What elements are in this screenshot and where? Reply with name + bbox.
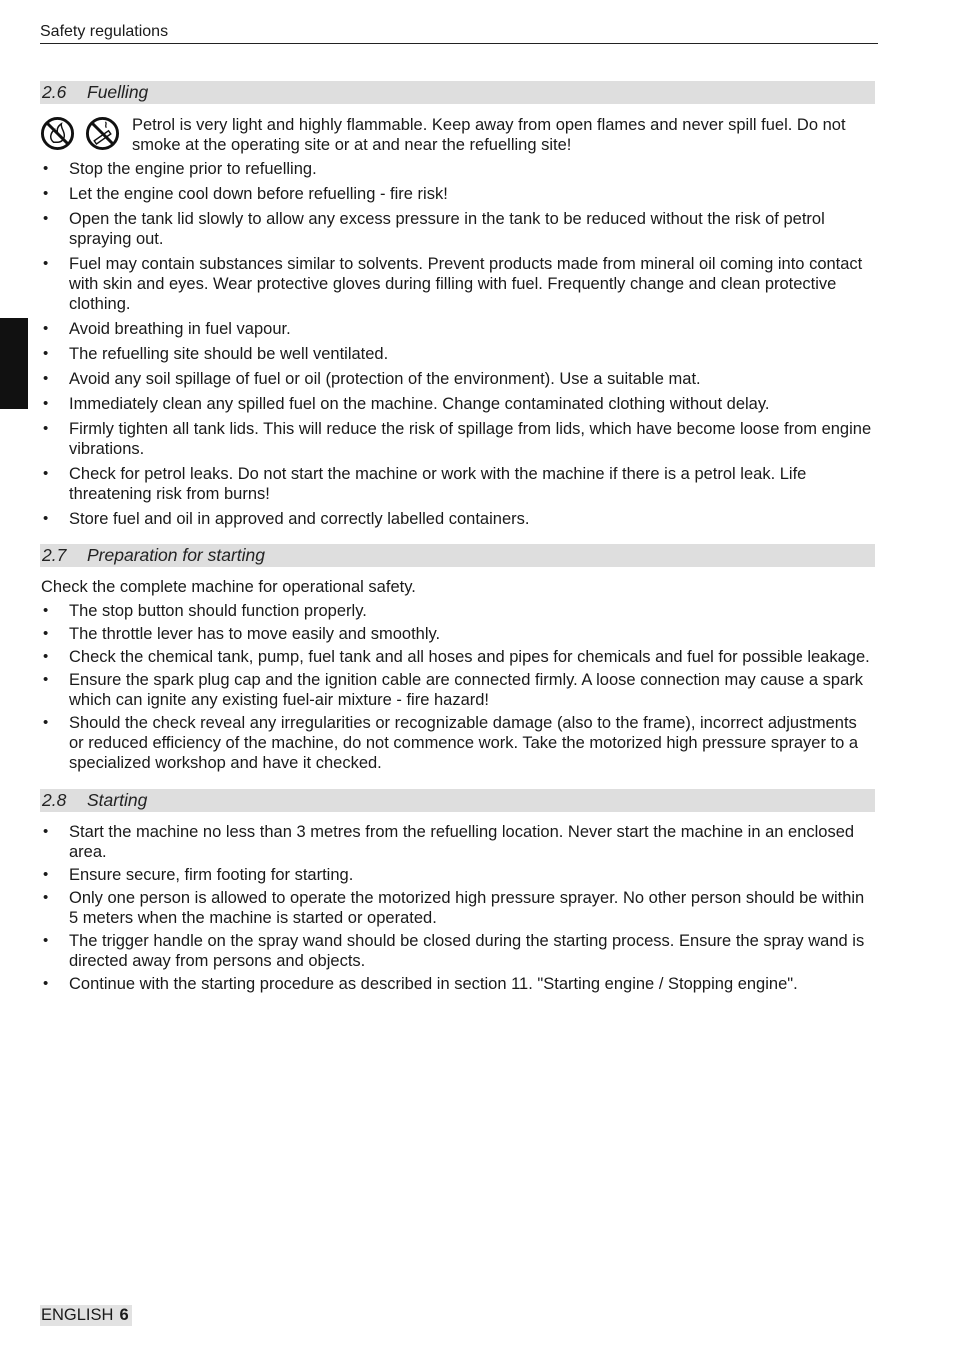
list-item: • The throttle lever has to move easily and smoothly.	[40, 624, 875, 644]
list-item: • Stop the engine prior to refuelling.	[40, 159, 875, 179]
list-item: • Let the engine cool down before refuelling - fire risk!	[40, 184, 875, 204]
list-item: • Continue with the starting procedure as described in section 11. "Starting engine / Stopping engine".	[40, 974, 875, 994]
list-item: • The refuelling site should be well ventilated.	[40, 344, 875, 364]
section-preparation-for-starting	[40, 544, 875, 773]
list-item: • Fuel may contain substances similar to solvents. Prevent products made from mineral oil coming into contact with skin and eyes. Wear protective gloves during filling with fuel. Frequently change and clean protective clothing.	[40, 254, 875, 314]
list-item: • Check the chemical tank, pump, fuel tank and all hoses and pipes for chemicals and fuel for possible leakage.	[40, 647, 875, 667]
warning-intro	[40, 115, 875, 155]
section-title: Preparation for starting	[87, 545, 266, 565]
header-title: Safety regulations	[40, 23, 169, 40]
list-item: • The stop button should function properly.	[40, 601, 875, 621]
footer-language: ENGLISH	[41, 1306, 114, 1324]
section-intro: Check the complete machine for operational safety.	[41, 578, 416, 596]
list-item: • Avoid breathing in fuel vapour.	[40, 319, 875, 339]
list-item: • Immediately clean any spilled fuel on the machine. Change contaminated clothing without delay.	[40, 394, 875, 414]
list-item: • The trigger handle on the spray wand should be closed during the starting process. Ensure the spray wand is directed away from persons and objects.	[40, 931, 875, 971]
list-item: • Only one person is allowed to operate the motorized high pressure sprayer. No other person should be within 5 meters when the machine is started or operated.	[40, 888, 875, 928]
warning-text: Petrol is very light and highly flammable. Keep away from open flames and never spill fuel. Do not smoke at the operating site or at and near the refuelling site!	[132, 116, 846, 154]
section-title: Starting	[87, 790, 148, 810]
no-smoking-icon	[85, 116, 120, 151]
section-number: 2.7	[42, 545, 67, 565]
page-content	[40, 81, 875, 997]
section-heading	[40, 544, 875, 567]
list-item: • Store fuel and oil in approved and correctly labelled containers.	[40, 509, 875, 529]
list-item: • Firmly tighten all tank lids. This will reduce the risk of spillage from lids, which have become loose from engine vibrations.	[40, 419, 875, 459]
page-number: 6	[119, 1306, 129, 1324]
page-footer	[40, 1305, 132, 1326]
section-heading	[40, 789, 875, 812]
running-header	[40, 22, 878, 44]
section-number: 2.8	[42, 790, 67, 810]
section-heading	[40, 81, 875, 104]
list-item: • Start the machine no less than 3 metres from the refuelling location. Never start the machine in an enclosed area.	[40, 822, 875, 862]
bullet-list	[40, 822, 875, 994]
section-fuelling	[40, 81, 875, 529]
no-open-flame-icon	[40, 116, 75, 151]
list-item: • Ensure secure, firm footing for starting.	[40, 865, 875, 885]
list-item: • Open the tank lid slowly to allow any excess pressure in the tank to be reduced without the risk of petrol spraying out.	[40, 209, 875, 249]
section-title: Fuelling	[87, 82, 149, 102]
section-number: 2.6	[42, 82, 67, 102]
language-tab-marker	[0, 318, 28, 409]
warning-icons	[40, 116, 132, 151]
list-item: • Should the check reveal any irregularities or recognizable damage (also to the frame), incorrect adjustments or reduced efficiency of the machine, do not commence work. Take the motorized high pressure sprayer to a specialized workshop and have it checked.	[40, 713, 875, 773]
section-starting	[40, 789, 875, 994]
bullet-list	[40, 601, 875, 773]
list-item: • Check for petrol leaks. Do not start the machine or work with the machine if there is a petrol leak. Life threatening risk from burns!	[40, 464, 875, 504]
list-item: • Avoid any soil spillage of fuel or oil (protection of the environment). Use a suitable mat.	[40, 369, 875, 389]
list-item: • Ensure the spark plug cap and the ignition cable are connected firmly. A loose connection may cause a spark which can ignite any existing fuel-air mixture - fire hazard!	[40, 670, 875, 710]
bullet-list	[40, 159, 875, 529]
